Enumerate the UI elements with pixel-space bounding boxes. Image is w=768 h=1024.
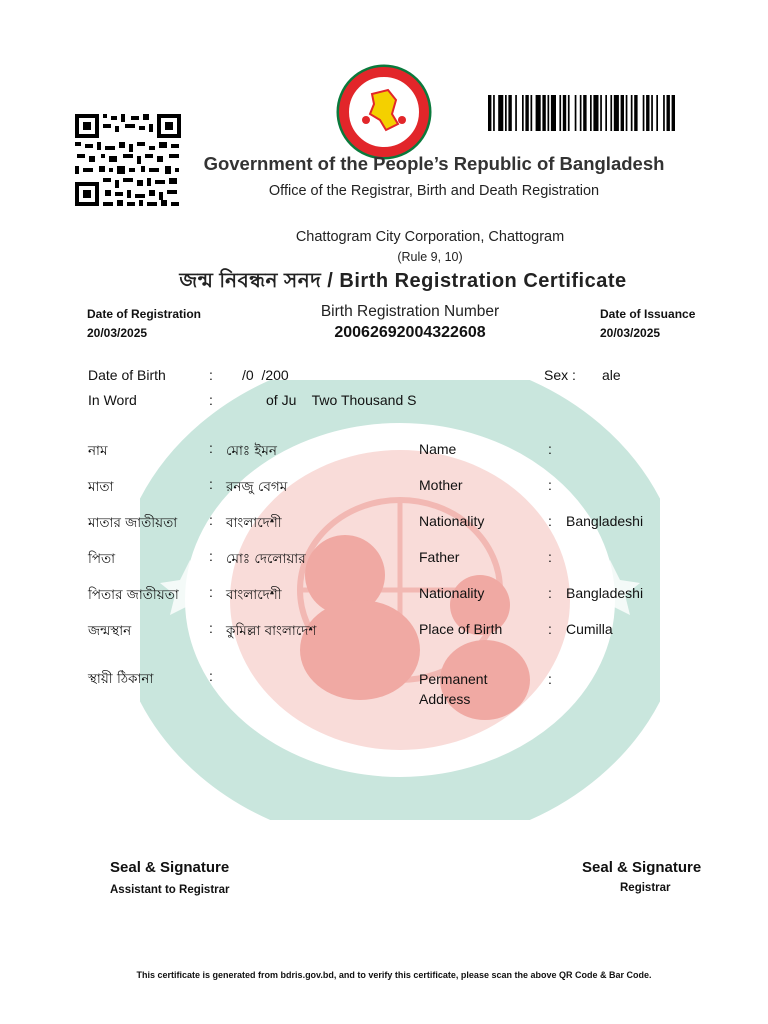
barcode-bar <box>542 95 545 131</box>
detail-bn-colon: : <box>209 548 213 564</box>
barcode-bar <box>548 95 550 131</box>
detail-en-colon: : <box>548 513 552 529</box>
detail-en-label: Mother <box>419 477 463 493</box>
certificate-title: জন্ম নিবন্ধন সনদ / Birth Registration Certificate <box>179 270 627 292</box>
barcode-bar <box>656 95 658 131</box>
address-bn-colon: : <box>209 668 213 684</box>
right-seal-signature-title: Seal & Signature <box>582 859 702 876</box>
barcode-bar <box>522 95 524 131</box>
dob-colon: : <box>209 367 213 383</box>
government-title: Government of the People’s Republic of Bangladesh <box>203 153 665 174</box>
assistant-registrar-role: Assistant to Registrar <box>110 884 230 896</box>
barcode-bar <box>493 95 495 131</box>
barcode-bar <box>643 95 645 131</box>
barcode-bar <box>600 95 602 131</box>
detail-en-label: Nationality <box>419 585 485 601</box>
barcode-bar <box>505 95 507 131</box>
barcode-bar <box>651 95 653 131</box>
detail-bn-value: কুমিল্লা বাংলাদেশ <box>226 623 317 639</box>
barcode-bar <box>614 95 619 131</box>
government-emblem <box>336 64 432 160</box>
detail-bn-value: রনজু বেগম <box>226 479 288 495</box>
rule-reference: (Rule 9, 10) <box>397 250 463 264</box>
detail-en-label: Father <box>419 549 460 565</box>
barcode-bar <box>605 95 607 131</box>
barcode-bar <box>515 95 517 131</box>
barcode-bar <box>590 95 592 131</box>
barcode-bar <box>580 95 582 131</box>
barcode-bar <box>663 95 665 131</box>
left-seal-signature-title: Seal & Signature <box>110 859 230 876</box>
detail-bn-colon: : <box>209 620 213 636</box>
address-en-label-line2: Address <box>419 691 471 707</box>
registration-date-value: 20/03/2025 <box>87 326 148 340</box>
issuance-date-label: Date of Issuance <box>600 307 696 321</box>
barcode-bar <box>563 95 566 131</box>
issuance-date-value: 20/03/2025 <box>600 326 661 340</box>
barcode-bar <box>568 95 570 131</box>
detail-bn-label: নাম <box>88 443 108 459</box>
barcode-bar <box>672 95 675 131</box>
office-title: Office of the Registrar, Birth and Death Registration <box>268 183 600 199</box>
address-bn-label: স্থায়ী ঠিকানা <box>88 671 154 687</box>
detail-en-value: Bangladeshi <box>566 585 644 601</box>
address-en-label-line1: Permanent <box>419 671 488 687</box>
barcode-bar <box>575 95 577 131</box>
registration-date-label: Date of Registration <box>87 307 202 321</box>
barcode-bar <box>610 95 612 131</box>
barcode-bar <box>551 95 556 131</box>
dob-label: Date of Birth <box>88 367 166 383</box>
detail-bn-value: বাংলাদেশী <box>226 515 282 531</box>
inword-label: In Word <box>88 392 137 408</box>
detail-bn-colon: : <box>209 512 213 528</box>
detail-bn-label: জন্মস্থান <box>88 623 132 639</box>
inword-value: of Ju Two Thousand S <box>266 392 417 408</box>
detail-bn-label: পিতার জাতীয়তা <box>88 587 179 603</box>
barcode-bar <box>559 95 561 131</box>
detail-en-value: Cumilla <box>566 621 613 637</box>
barcode-bar <box>667 95 670 131</box>
barcode-bar <box>646 95 649 131</box>
detail-en-colon: : <box>548 477 552 493</box>
barcode-bar <box>525 95 528 131</box>
barcode-bar <box>631 95 633 131</box>
detail-en-label: Nationality <box>419 513 485 529</box>
inword-colon: : <box>209 392 213 408</box>
brn-label: Birth Registration Number <box>320 303 500 320</box>
barcode-bar <box>508 95 511 131</box>
verification-footer: This certificate is generated from bdris.gov.bd, and to verify this certificate, please scan the above QR Code & Bar Code. <box>136 970 652 980</box>
barcode-bar <box>583 95 586 131</box>
barcode-bar <box>536 95 541 131</box>
detail-bn-label: মাতা <box>88 479 114 495</box>
barcode-bar <box>531 95 533 131</box>
detail-bn-colon: : <box>209 476 213 492</box>
barcode-bar <box>626 95 628 131</box>
sex-label: Sex : <box>544 367 576 383</box>
address-en-colon: : <box>548 671 552 687</box>
sex-value: ale <box>602 367 621 383</box>
detail-en-colon: : <box>548 585 552 601</box>
detail-bn-label: মাতার জাতীয়তা <box>88 515 178 531</box>
detail-bn-value: মোঃ ইমন <box>226 443 277 459</box>
detail-en-value: Bangladeshi <box>566 513 644 529</box>
detail-bn-value: মোঃ দেলোয়ার <box>226 551 306 567</box>
barcode[interactable] <box>486 95 738 131</box>
barcode-bars <box>486 95 738 131</box>
detail-bn-colon: : <box>209 584 213 600</box>
detail-en-colon: : <box>548 621 552 637</box>
registrar-role: Registrar <box>620 882 671 894</box>
detail-en-colon: : <box>548 549 552 565</box>
detail-en-label: Name <box>419 441 457 457</box>
barcode-bar <box>634 95 637 131</box>
detail-en-colon: : <box>548 441 552 457</box>
dob-value: /0 /200 <box>242 367 289 383</box>
detail-bn-label: পিতা <box>88 551 116 567</box>
detail-en-label: Place of Birth <box>419 621 503 637</box>
city-corporation: Chattogram City Corporation, Chattogram <box>295 229 565 245</box>
brn-value: 20062692004322608 <box>334 324 486 341</box>
barcode-bar <box>498 95 503 131</box>
detail-bn-value: বাংলাদেশী <box>226 587 282 603</box>
barcode-bar <box>621 95 624 131</box>
detail-bn-colon: : <box>209 440 213 456</box>
barcode-bar <box>593 95 598 131</box>
barcode-bar <box>488 95 491 131</box>
